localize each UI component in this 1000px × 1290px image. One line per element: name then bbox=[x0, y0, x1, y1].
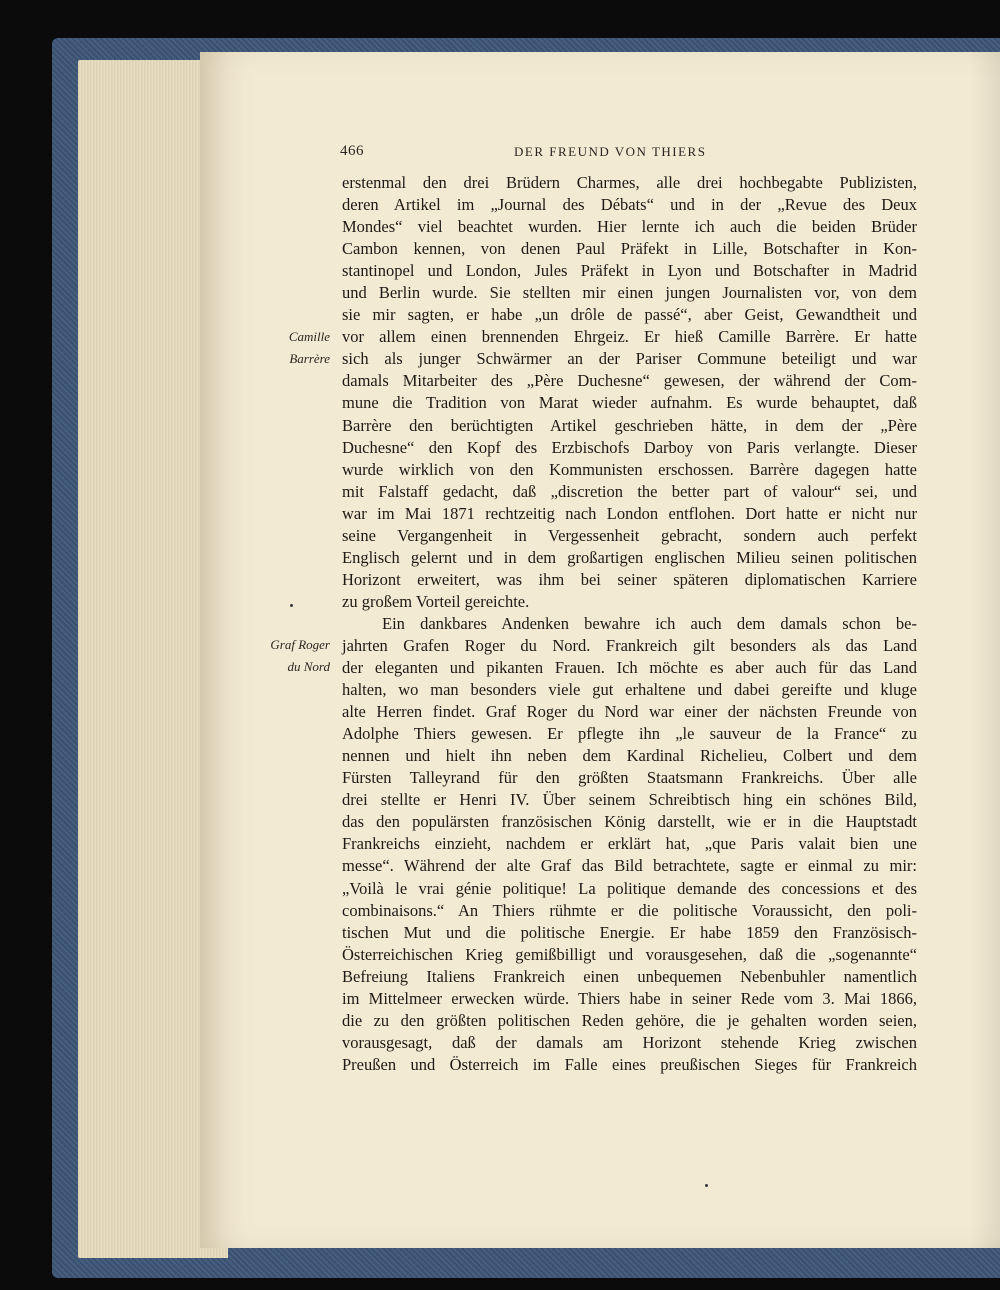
text-line: drei stellte er Henri IV. Über seinem Schreibtisch hing ein schönes Bild, bbox=[342, 790, 917, 810]
text-line: und Berlin wurde. Sie stellten mir einen jungen Journalisten vor, von dem bbox=[342, 283, 917, 303]
text-line: Befreiung Italiens Frankreich einen unbequemen Nebenbuhler namentlich bbox=[342, 966, 917, 986]
text-line: die zu den größten politischen Reden gehöre, die je gehalten worden seien, bbox=[342, 1010, 917, 1030]
margin-note-line: du Nord bbox=[287, 659, 330, 674]
margin-note-line: Graf Roger bbox=[270, 637, 330, 652]
page-number: 466 bbox=[340, 143, 364, 159]
text-line: vor allem einen brennenden Ehrgeiz. Er hieß Camille Barrère. Er hatte bbox=[342, 327, 917, 347]
text-line: Fürsten Talleyrand für den größten Staatsmann Frankreichs. Über alle bbox=[342, 768, 917, 788]
text-line: zu großem Vorteil gereichte. bbox=[342, 591, 530, 611]
margin-note-graf-roger bbox=[270, 634, 330, 678]
text-line: Cambon kennen, von denen Paul Präfekt in Lille, Botschafter in Kon- bbox=[342, 239, 917, 259]
text-line: erstenmal den drei Brüdern Charmes, alle drei hochbegabte Publizisten, bbox=[342, 173, 917, 192]
text-line: Preußen und Österreich im Falle eines preußischen Sieges für Frankreich bbox=[342, 1054, 917, 1074]
text-line: sie mir sagten, er habe „un drôle de passé“, aber Geist, Gewandtheit und bbox=[342, 305, 917, 325]
text-line: Horizont erweitert, was ihm bei seiner späteren diplomatischen Karriere bbox=[342, 569, 917, 589]
text-line: alte Herren findet. Graf Roger du Nord war einer der nächsten Freunde von bbox=[342, 702, 917, 722]
text-line: Ein dankbares Andenken bewahre ich auch dem damals schon be- bbox=[382, 613, 917, 633]
text-line: deren Artikel im „Journal des Débats“ und in der „Revue des Deux bbox=[342, 195, 917, 215]
text-line: das den populärsten französischen König darstellt, wie er in die Hauptstadt bbox=[342, 812, 917, 832]
text-line: mune die Tradition von Marat wieder aufnahm. Es wurde behauptet, daß bbox=[342, 393, 917, 413]
text-line: damals Mitarbeiter des „Père Duchesne“ gewesen, der während der Com- bbox=[342, 371, 917, 391]
text-line: der eleganten und pikanten Frauen. Ich möchte es aber auch für das Land bbox=[342, 658, 917, 678]
text-line: seine Vergangenheit in Vergessenheit gebracht, sondern auch perfekt bbox=[342, 525, 917, 545]
text-line: im Mittelmeer erwecken würde. Thiers habe in seiner Rede vom 3. Mai 1866, bbox=[342, 988, 917, 1008]
text-line: tischen Mut und die politische Energie. Er habe 1859 den Französisch- bbox=[342, 922, 917, 942]
page-header bbox=[340, 143, 915, 163]
text-line: Mondes“ viel beachtet wurden. Hier lernte ich auch die beiden Brüder bbox=[342, 217, 917, 237]
text-line: sich als junger Schwärmer an der Pariser Commune beteiligt und war bbox=[342, 349, 917, 369]
margin-note-line: Camille bbox=[288, 329, 330, 344]
body-text bbox=[342, 172, 917, 1076]
text-line: jahrten Grafen Roger du Nord. Frankreich gilt besonders als das Land bbox=[342, 635, 917, 655]
text-line: halten, wo man besonders viele gut erhaltene und dabei gereifte und kluge bbox=[342, 680, 917, 700]
text-line: war im Mai 1871 rechtzeitig nach London entflohen. Dort hatte er nicht nur bbox=[342, 503, 917, 523]
text-line: Barrère den berüchtigten Artikel geschrieben hätte, in dem der „Père bbox=[342, 415, 917, 435]
text-line: mit Falstaff gedacht, daß „discretion the better part of valour“ sei, und bbox=[342, 481, 917, 501]
text-line: stantinopel und London, Jules Präfekt in Lyon und Botschafter in Madrid bbox=[342, 261, 917, 281]
margin-dot bbox=[290, 604, 293, 607]
page-shadow bbox=[970, 52, 1000, 1248]
running-title: DER FREUND VON THIERS bbox=[514, 144, 707, 159]
text-line: wurde wirklich von den Kommunisten erschossen. Barrère dagegen hatte bbox=[342, 459, 917, 479]
text-line: messe“. Während der alte Graf das Bild betrachtete, sagte er einmal zu mir: bbox=[342, 856, 917, 876]
text-line: „Voilà le vrai génie politique! La politique demande des concessions et des bbox=[342, 878, 917, 898]
text-line: vorausgesagt, daß der damals am Horizont stehende Krieg zwischen bbox=[342, 1032, 917, 1052]
text-line: Österreichischen Krieg gemißbilligt und vorausgesehen, daß die „sogenannte“ bbox=[342, 944, 917, 964]
text-line: Englisch gelernt und in dem großartigen englischen Milieu seinen politischen bbox=[342, 547, 917, 567]
text-line: combinaisons.“ An Thiers rühmte er die politische Voraussicht, den poli- bbox=[342, 900, 917, 920]
margin-note-camille-barrere bbox=[289, 326, 330, 370]
text-line: nennen und hielt ihn neben dem Kardinal Richelieu, Colbert und dem bbox=[342, 746, 917, 766]
text-line: Adolphe Thiers gewesen. Er pflegte ihn „le sauveur de la France“ zu bbox=[342, 724, 917, 744]
text-line: Frankreichs einzieht, nachdem er erklärt hat, „que Paris valait bien une bbox=[342, 834, 917, 854]
text-line: Duchesne“ den Kopf des Erzbischofs Darboy von Paris verlangte. Dieser bbox=[342, 437, 917, 457]
margin-note-line: Barrère bbox=[289, 351, 330, 366]
page-dot bbox=[705, 1184, 708, 1187]
